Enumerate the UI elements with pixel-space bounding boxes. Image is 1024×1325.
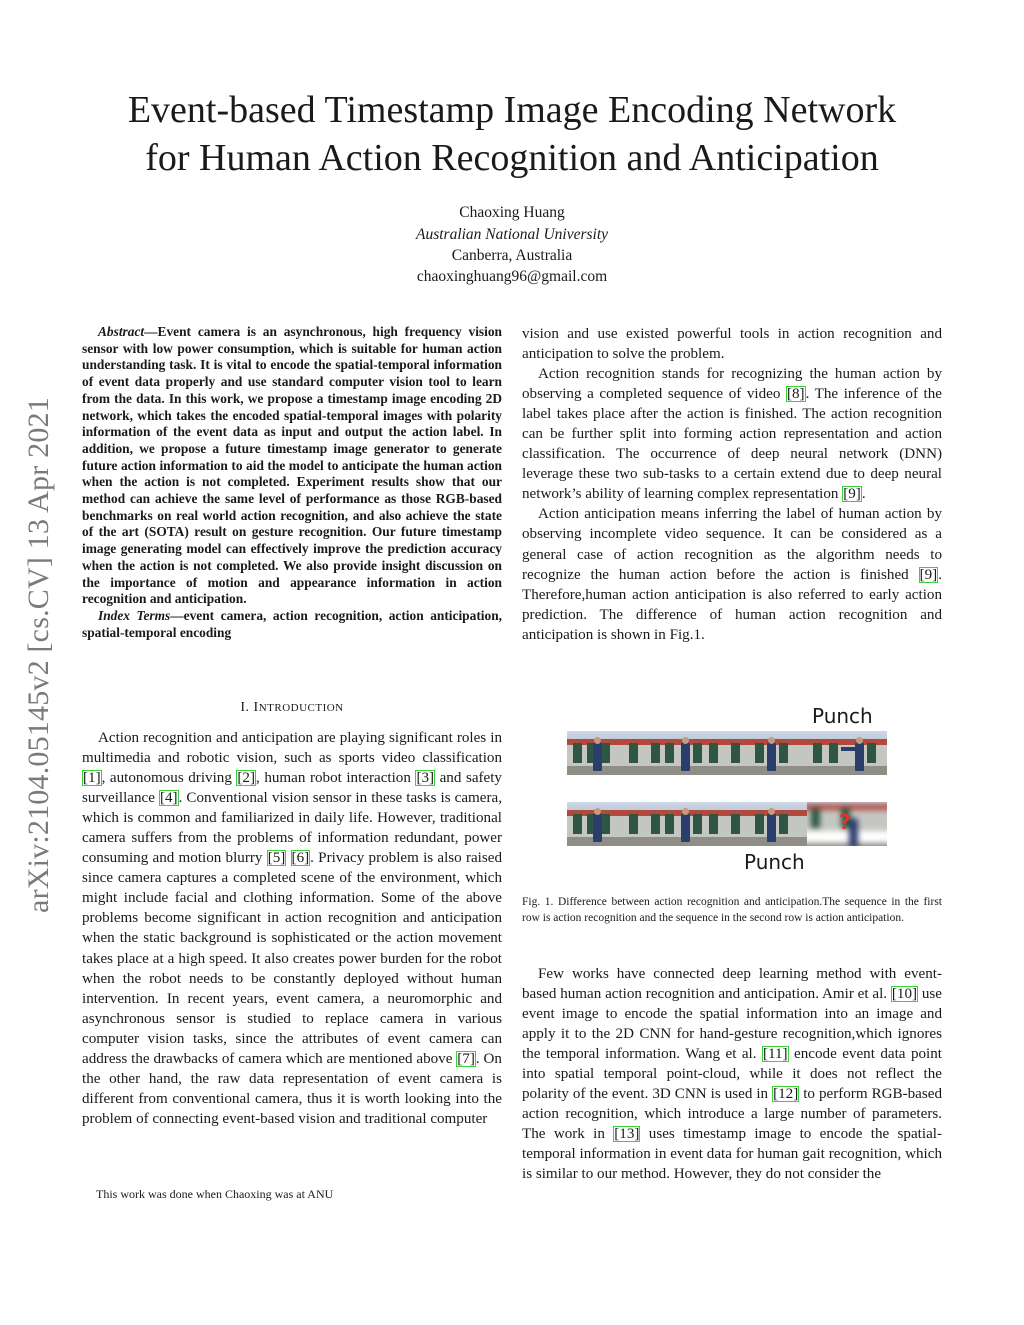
continuation-paragraph: vision and use existed powerful tools in action recognition and anticipation to solve the problem. xyxy=(522,326,942,363)
recognition-paragraph: Action recognition stands for recognizing the human action by observing a completed sequence of video [8]. The inference of the label takes place after the action is finished. The action recognition can be further split into forming action representation and action classification. The occurrence of deep neural network (DNN) leverage these two sub-tasks to a certain extend due to deep neural network’s ability of learning complex representation [9]. xyxy=(522,366,942,503)
video-frame xyxy=(567,731,647,775)
author-email: chaoxinghuang96@gmail.com xyxy=(416,268,608,285)
citation-link[interactable]: [12] xyxy=(773,1086,799,1103)
citation-link[interactable]: [5] xyxy=(267,850,286,867)
video-frame xyxy=(727,731,807,775)
question-mark-icon: ? xyxy=(839,810,851,834)
arxiv-stamp xyxy=(4,360,74,950)
footnote: This work was done when Chaoxing was at ANU xyxy=(96,1187,334,1201)
citation-link[interactable]: [4] xyxy=(159,790,178,807)
video-frame xyxy=(807,731,887,775)
index-terms-label: Index Terms xyxy=(98,607,171,623)
citation-link[interactable]: [10] xyxy=(891,986,918,1003)
abstract-text: —Event camera is an asynchronous, high frequency vision sensor with low power consumption, which is suitable for human action understanding task. It is vital to encode the spatial-temporal information of event data properly and use standard computer vision tool to learn from the data. In this work, we propose a timestamp image encoding 2D network, which takes the encoded spatial-temporal images with polarity information of the event data as input and output the action label. In addition, we propose a future timestamp image generator to generate future action information to aid the model to anticipate the human action when the action is not completed. Experiment results show that our method can achieve the same level of performance as those RGB-based benchmarks on real world action recognition, and also achieve the state of the art (SOTA) result on gesture recognition. Our future timestamp image generating model can effectively improve the prediction accuracy when the action is not completed. We also provide insight discussion on the importance of motion and appearance information in action recognition and anticipation. xyxy=(82,324,502,607)
index-terms-text: —event camera, action recognition, action anticipation, spatial-temporal encoding xyxy=(82,607,502,640)
author-affiliation: Australian National University xyxy=(415,226,609,243)
related-work-paragraph: Few works have connected deep learning method with event-based human action recognition and anticipation. Amir et al. [10] use event image to encode the spatial information into an image and apply it to the 2D CNN for hand-gesture recognition,which ignores the temporal information. Wang et al. [11] encode event data point into spatial temporal point-cloud, while it does not reflect the polarity of the event. 3D CNN is used in [12] to perform RGB-based action recognition, which introduce a large number of parameters. The work in [13] uses timestamp image to encode the spatial-temporal information in event data for human gait recognition, which is similar to our method. However, they do not consider the xyxy=(522,966,942,1183)
citation-link[interactable]: [13] xyxy=(614,1126,640,1143)
figure-1 xyxy=(522,700,942,885)
author-location: Canberra, Australia xyxy=(451,247,573,264)
title-line-2: for Human Action Recognition and Anticipation xyxy=(145,137,879,179)
right-column-top xyxy=(522,324,942,645)
citation-link[interactable]: [3] xyxy=(416,770,435,787)
anticipation-sequence xyxy=(567,802,887,846)
section-heading-introduction: I. INTRODUCTION xyxy=(240,700,344,715)
figure-top-label: Punch xyxy=(812,704,873,728)
video-frame xyxy=(647,802,727,846)
figure-caption: Fig. 1. Difference between action recognition and anticipation.The sequence in the first row is action recognition and the sequence in the second row is action anticipation. xyxy=(522,896,942,924)
intro-paragraph: Action recognition and anticipation are playing significant roles in multimedia and robotic vision, such as sports video classification [1], autonomous driving [2], human robot interaction [3] and safety surveillance [4]. Conventional vision sensor in these tasks is camera, which is common and familiarized in daily life. However, traditional camera suffers from the problems of information redundant, power consuming and motion blurry [5] [6]. Privacy problem is also raised since camera captures a completed scene of the environment, which might include facial and clothing information. Some of the above problems become significant in action recognition and anticipation when the static background is sophisticated or the action movement takes place at a high speed. It also creates power burden for the robot when the robot needs to be constantly deployed without human intervention. In recent years, event camera, a neuromorphic and asynchronous sensor is studied to replace camera in various computer vision tasks, since the attributes of event camera can address the drawbacks of camera which are mentioned above [7]. On the other hand, the raw data representation of event camera is different from conventional camera, thus it is worth looking into the problem of connecting event-based vision and traditional computer xyxy=(82,730,502,1127)
right-column-bottom xyxy=(522,964,942,1185)
arxiv-id: arXiv:2104.05145v2 [cs.CV] 13 Apr 2021 xyxy=(22,397,55,913)
citation-link[interactable]: [8] xyxy=(786,386,805,403)
citation-link[interactable]: [11] xyxy=(762,1046,788,1063)
recognition-sequence xyxy=(567,731,887,775)
anticipation-paragraph: Action anticipation means inferring the label of human action by observing incomplete video sequence. It can be considered as a general case of action recognition as the algorithm needs to recognize the human action before the action is finished [9]. Therefore,human action anticipation is also referred to early action prediction. The difference of human action recognition and anticipation is shown in Fig.1. xyxy=(522,506,942,643)
citation-link[interactable]: [7] xyxy=(457,1050,475,1067)
video-frame xyxy=(727,802,807,846)
title-line-1: Event-based Timestamp Image Encoding Network xyxy=(127,89,897,131)
citation-link[interactable]: [9] xyxy=(919,566,938,583)
video-frame xyxy=(567,802,647,846)
left-column-body xyxy=(82,728,502,1129)
video-frame xyxy=(647,731,727,775)
citation-link[interactable]: [9] xyxy=(843,486,861,503)
citation-link[interactable]: [2] xyxy=(237,770,256,787)
blurred-future-frame xyxy=(807,802,887,846)
citation-link[interactable]: [6] xyxy=(291,850,310,867)
author-name: Chaoxing Huang xyxy=(459,204,565,221)
abstract-label: Abstract xyxy=(98,324,145,339)
figure-bottom-label: Punch xyxy=(744,850,805,874)
abstract xyxy=(82,324,502,641)
paper-title xyxy=(0,86,1024,182)
citation-link[interactable]: [1] xyxy=(83,770,101,787)
